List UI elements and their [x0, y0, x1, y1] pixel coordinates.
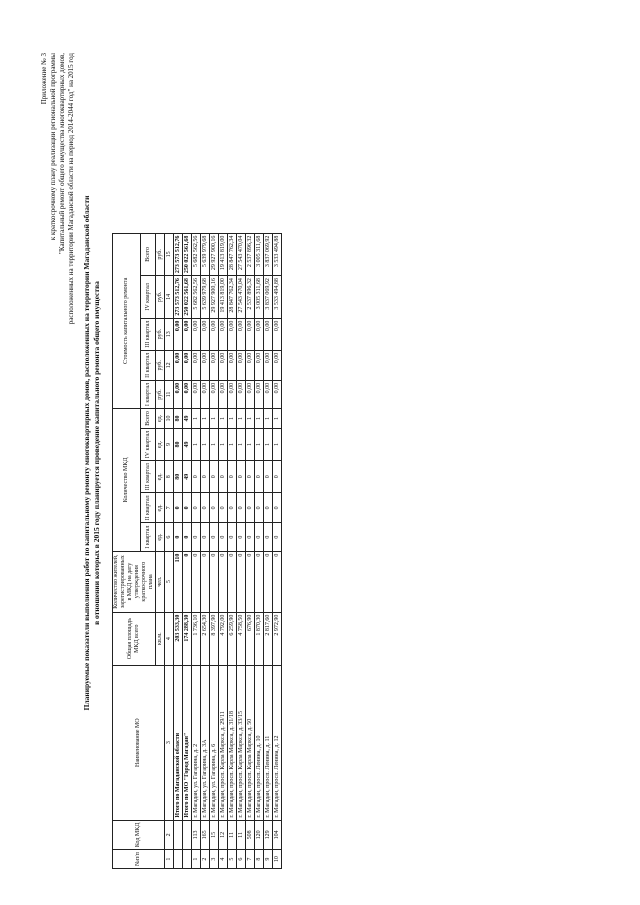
row-cost-total: 3 837 069,92	[264, 233, 273, 276]
row-address: г. Магадан, просп. Карла Маркса, д. 50	[246, 665, 255, 820]
row-code: 113	[192, 820, 201, 850]
row-count-q2: 0	[264, 492, 273, 522]
col-header-name: Наименование МО	[113, 665, 165, 820]
row-cost-q2: 0,00	[264, 350, 273, 380]
row-code: 165	[201, 820, 210, 850]
row-count-q2: 0	[228, 492, 237, 522]
row-cost-q4: 3 533 494,88	[273, 275, 282, 318]
row-address: Итого по МО "Город Магадан"	[183, 665, 192, 820]
row-cost-total: 27 543 470,04	[237, 233, 246, 276]
row-cost-q2: 0,00	[210, 350, 219, 380]
column-number: 14	[165, 275, 174, 318]
row-count-q1: 0	[228, 523, 237, 551]
row-count-total: 1	[219, 408, 228, 428]
table-row	[201, 233, 210, 868]
appendix-line-1: Приложение № 3	[40, 52, 48, 104]
row-cost-total: 273 573 512,76	[174, 233, 183, 276]
row-cost-q2: 0,00	[228, 350, 237, 380]
row-count-q4: 1	[264, 428, 273, 460]
row-count-q4: 1	[201, 428, 210, 460]
col-header-area: Общая площадь МКД всего	[113, 612, 156, 665]
row-number: 8	[255, 849, 264, 868]
row-code	[174, 820, 183, 850]
row-area: 2 817,60	[264, 612, 273, 665]
unit-cost-q1: руб.	[156, 380, 165, 408]
row-count-q3: 80	[174, 460, 183, 492]
table-row	[255, 233, 264, 868]
unit-area: кв.м.	[156, 612, 165, 665]
row-count-total: 49	[183, 408, 192, 428]
row-cost-q4: 28 847 762,34	[228, 275, 237, 318]
row-address: г. Магадан, просп. Карла Маркса, д. 31/18	[228, 665, 237, 820]
row-address: Итого по Магаданской области	[174, 665, 183, 820]
row-count-q3: 0	[273, 460, 282, 492]
row-code: 129	[264, 820, 273, 850]
row-count-q1: 0	[255, 523, 264, 551]
row-cost-total: 28 847 762,34	[228, 233, 237, 276]
repair-plan-table	[112, 232, 282, 868]
row-cost-q2: 0,00	[246, 350, 255, 380]
row-cost-q4: 3 005 311,68	[255, 275, 264, 318]
col-header-count-q3: III квартал	[141, 460, 156, 492]
table-row	[210, 233, 219, 868]
row-address: г. Магадан, просп. Ленина, д. 12	[273, 665, 282, 820]
column-number: 8	[165, 460, 174, 492]
column-number: 13	[165, 318, 174, 350]
row-address: г. Магадан, просп. Ленина, д. 10	[255, 665, 264, 820]
column-number: 2	[165, 820, 174, 850]
row-code: 12	[219, 820, 228, 850]
row-cost-q3: 0,00	[210, 318, 219, 350]
row-number: 9	[264, 849, 273, 868]
row-count-total: 1	[228, 408, 237, 428]
row-cost-q4: 27 543 470,04	[237, 275, 246, 318]
row-count-q4: 80	[174, 428, 183, 460]
row-cost-q3: 0,00	[228, 318, 237, 350]
rotated-document	[40, 33, 600, 873]
row-area: 8 397,90	[210, 612, 219, 665]
table-row	[273, 233, 282, 868]
row-cost-q1: 0,00	[219, 380, 228, 408]
unit-people: чел.	[156, 551, 165, 612]
column-number: 11	[165, 380, 174, 408]
row-area: 1 870,30	[255, 612, 264, 665]
row-cost-q3: 0,00	[201, 318, 210, 350]
row-count-q3: 0	[201, 460, 210, 492]
table-body	[174, 233, 282, 868]
row-count-total: 1	[210, 408, 219, 428]
row-code	[183, 820, 192, 850]
row-count-q1: 0	[192, 523, 201, 551]
row-area: 676,90	[246, 612, 255, 665]
unit-count-q2: ед.	[156, 492, 165, 522]
row-count-q2: 0	[219, 492, 228, 522]
table-row	[228, 233, 237, 868]
row-number: 7	[246, 849, 255, 868]
row-cost-total: 29 927 900,16	[210, 233, 219, 276]
row-cost-total: 19 413 819,00	[219, 233, 228, 276]
table-row	[264, 233, 273, 868]
row-count-q3: 0	[192, 460, 201, 492]
row-cost-q4: 250 022 561,68	[183, 275, 192, 318]
document-title	[82, 33, 102, 873]
row-cost-total: 5 639 979,68	[201, 233, 210, 276]
row-area: 6 259,90	[228, 612, 237, 665]
row-people: 0	[264, 551, 273, 612]
row-cost-total: 5 682 562,56	[192, 233, 201, 276]
col-header-cost-total: Всего	[141, 233, 156, 276]
col-header-cost-group: Стоимость капитального ремонта	[113, 233, 141, 408]
row-cost-q2: 0,00	[174, 350, 183, 380]
column-number: 3	[165, 665, 174, 820]
row-address: г. Магадан, просп. Карла Маркса, д. 29/11	[219, 665, 228, 820]
row-cost-q2: 0,00	[237, 350, 246, 380]
row-count-q3: 0	[237, 460, 246, 492]
row-count-q3: 0	[264, 460, 273, 492]
row-people: 0	[219, 551, 228, 612]
row-count-q3: 0	[228, 460, 237, 492]
row-cost-q4: 2 537 896,32	[246, 275, 255, 318]
column-number: 12	[165, 350, 174, 380]
row-cost-q4: 19 413 819,00	[219, 275, 228, 318]
column-number: 9	[165, 428, 174, 460]
row-count-q1: 0	[174, 523, 183, 551]
row-cost-q1: 0,00	[237, 380, 246, 408]
row-count-total: 1	[273, 408, 282, 428]
row-cost-q1: 0,00	[246, 380, 255, 408]
row-number: 10	[273, 849, 282, 868]
row-count-q2: 0	[192, 492, 201, 522]
row-number: 3	[210, 849, 219, 868]
row-address: г. Магадан, просп. Ленина, д. 11	[264, 665, 273, 820]
row-cost-q1: 0,00	[228, 380, 237, 408]
row-cost-q2: 0,00	[255, 350, 264, 380]
row-count-q2: 0	[174, 492, 183, 522]
row-count-q3: 0	[255, 460, 264, 492]
column-number: 7	[165, 492, 174, 522]
row-code: 15	[210, 820, 219, 850]
row-count-q4: 1	[228, 428, 237, 460]
row-people: 110	[174, 551, 183, 612]
row-count-q1: 0	[237, 523, 246, 551]
unit-count-q3: ед.	[156, 460, 165, 492]
col-header-cost-q4: IV квартал	[141, 275, 156, 318]
table-row	[174, 233, 183, 868]
unit-count-total: ед.	[156, 408, 165, 428]
col-header-cost-q1: I квартал	[141, 380, 156, 408]
row-cost-total: 3 533 494,88	[273, 233, 282, 276]
unit-count-q1: ед.	[156, 523, 165, 551]
row-people: 0	[192, 551, 201, 612]
row-count-q4: 49	[183, 428, 192, 460]
row-area: 1 736,10	[192, 612, 201, 665]
row-count-q1: 0	[183, 523, 192, 551]
row-cost-total: 250 022 561,68	[183, 233, 192, 276]
row-count-q4: 1	[255, 428, 264, 460]
row-code: 120	[255, 820, 264, 850]
column-number: 10	[165, 408, 174, 428]
appendix-line-2: к краткосрочному плану реализации региональной программы	[49, 52, 57, 240]
row-area: 4 758,50	[237, 612, 246, 665]
row-people: 0	[237, 551, 246, 612]
row-address: г. Магадан, ул. Гагарина, д. 3А	[201, 665, 210, 820]
row-count-q4: 1	[210, 428, 219, 460]
row-area: 174 288,30	[183, 612, 192, 665]
row-cost-q3: 0,00	[237, 318, 246, 350]
row-cost-q3: 0,00	[246, 318, 255, 350]
row-people: 0	[246, 551, 255, 612]
row-cost-q1: 0,00	[183, 380, 192, 408]
row-cost-q4: 29 927 900,16	[210, 275, 219, 318]
row-code: 11	[237, 820, 246, 850]
table-row	[237, 233, 246, 868]
row-cost-q3: 0,00	[174, 318, 183, 350]
row-cost-q4: 5 639 979,68	[201, 275, 210, 318]
unit-cost-q4: руб.	[156, 275, 165, 318]
row-area: 4 792,00	[219, 612, 228, 665]
unit-cost-q2: руб.	[156, 350, 165, 380]
row-cost-total: 3 005 311,68	[255, 233, 264, 276]
col-header-count-q4: IV квартал	[141, 428, 156, 460]
row-people: 0	[201, 551, 210, 612]
row-count-q1: 0	[273, 523, 282, 551]
row-code: 104	[273, 820, 282, 850]
row-cost-q2: 0,00	[183, 350, 192, 380]
row-count-q1: 0	[201, 523, 210, 551]
column-number: 15	[165, 233, 174, 276]
column-number-row	[165, 233, 174, 868]
row-cost-q4: 5 682 562,56	[192, 275, 201, 318]
row-count-q3: 0	[210, 460, 219, 492]
row-area: 2 654,30	[201, 612, 210, 665]
row-count-q2: 0	[201, 492, 210, 522]
table-row	[183, 233, 192, 868]
row-cost-q2: 0,00	[273, 350, 282, 380]
row-count-q2: 0	[183, 492, 192, 522]
row-count-q4: 1	[273, 428, 282, 460]
row-count-q1: 0	[210, 523, 219, 551]
col-header-cost-q2: II квартал	[141, 350, 156, 380]
row-count-total: 1	[201, 408, 210, 428]
row-number: 6	[237, 849, 246, 868]
row-number: 2	[201, 849, 210, 868]
row-people: 0	[183, 551, 192, 612]
unit-count-q4: ед.	[156, 428, 165, 460]
title-line-2: в отношении которых в 2015 году планируется проведение капитального ремонта общего имущества	[92, 280, 101, 625]
row-cost-q3: 0,00	[192, 318, 201, 350]
row-count-total: 80	[174, 408, 183, 428]
row-count-q4: 1	[192, 428, 201, 460]
row-number: 1	[192, 849, 201, 868]
row-count-q1: 0	[264, 523, 273, 551]
col-header-no: №п/п	[113, 849, 165, 868]
row-people: 0	[228, 551, 237, 612]
appendix-header	[40, 33, 76, 873]
row-count-q4: 1	[237, 428, 246, 460]
row-cost-q3: 0,00	[219, 318, 228, 350]
row-number: 4	[219, 849, 228, 868]
row-cost-q4: 3 837 069,92	[264, 275, 273, 318]
unit-cost-q3: руб.	[156, 318, 165, 350]
row-cost-q3: 0,00	[183, 318, 192, 350]
row-cost-q1: 0,00	[201, 380, 210, 408]
row-cost-q3: 0,00	[255, 318, 264, 350]
row-people: 0	[210, 551, 219, 612]
row-cost-q1: 0,00	[210, 380, 219, 408]
row-count-q2: 0	[246, 492, 255, 522]
row-address: г. Магадан, ул. Гагарина, д. 2	[192, 665, 201, 820]
row-count-q3: 0	[246, 460, 255, 492]
row-cost-q1: 0,00	[192, 380, 201, 408]
row-address: г. Магадан, ул. Гагарина, д. 6	[210, 665, 219, 820]
row-count-q2: 0	[210, 492, 219, 522]
row-count-q3: 49	[183, 460, 192, 492]
col-header-people: Количество жителей, зарегистрированных в МКД на дату утверждения краткосрочного плана	[113, 551, 156, 612]
row-count-q2: 0	[255, 492, 264, 522]
row-count-q2: 0	[237, 492, 246, 522]
row-people: 0	[255, 551, 264, 612]
col-header-code: Код МКД	[113, 820, 165, 850]
row-people: 0	[273, 551, 282, 612]
row-number	[174, 849, 183, 868]
col-header-cost-q3: III квартал	[141, 318, 156, 350]
col-header-count-total: Всего	[141, 408, 156, 428]
row-cost-q4: 273 573 512,76	[174, 275, 183, 318]
unit-cost-total: руб.	[156, 233, 165, 276]
col-header-count-group: Количество МКД	[113, 408, 141, 551]
row-address: г. Магадан, просп. Карла Маркса, д. 33/15	[237, 665, 246, 820]
row-cost-q1: 0,00	[264, 380, 273, 408]
title-line-1: Планируемые показатели выполнения работ по капитальному ремонту многоквартирных домов, расположенных на территории Магаданской области	[82, 195, 91, 710]
table-row	[192, 233, 201, 868]
row-number: 5	[228, 849, 237, 868]
row-cost-q3: 0,00	[264, 318, 273, 350]
row-area: 2 972,90	[273, 612, 282, 665]
row-number	[183, 849, 192, 868]
column-number: 5	[165, 551, 174, 612]
row-count-total: 1	[255, 408, 264, 428]
row-count-total: 1	[237, 408, 246, 428]
row-count-total: 1	[264, 408, 273, 428]
col-header-count-q2: II квартал	[141, 492, 156, 522]
row-cost-q1: 0,00	[255, 380, 264, 408]
column-number: 4	[165, 612, 174, 665]
row-cost-total: 2 537 896,32	[246, 233, 255, 276]
row-count-q4: 1	[219, 428, 228, 460]
row-count-total: 1	[192, 408, 201, 428]
row-count-q1: 0	[246, 523, 255, 551]
row-count-q4: 1	[246, 428, 255, 460]
col-header-count-q1: I квартал	[141, 523, 156, 551]
row-count-q1: 0	[219, 523, 228, 551]
row-count-q2: 0	[273, 492, 282, 522]
row-code: 508	[246, 820, 255, 850]
row-cost-q2: 0,00	[192, 350, 201, 380]
row-area: 203 533,30	[174, 612, 183, 665]
table-row	[219, 233, 228, 868]
row-cost-q1: 0,00	[273, 380, 282, 408]
table-row	[246, 233, 255, 868]
column-number: 6	[165, 523, 174, 551]
row-count-total: 1	[246, 408, 255, 428]
row-cost-q1: 0,00	[174, 380, 183, 408]
column-number: 1	[165, 849, 174, 868]
row-cost-q3: 0,00	[273, 318, 282, 350]
appendix-line-3: "Капитальный ремонт общего имущества многоквартирных домов,	[58, 52, 66, 254]
row-cost-q2: 0,00	[201, 350, 210, 380]
appendix-line-4: расположенных на территории Магаданской области на период 2014-2044 год" на 2015 год	[67, 52, 75, 324]
row-count-q3: 0	[219, 460, 228, 492]
row-code: 11	[228, 820, 237, 850]
row-cost-q2: 0,00	[219, 350, 228, 380]
